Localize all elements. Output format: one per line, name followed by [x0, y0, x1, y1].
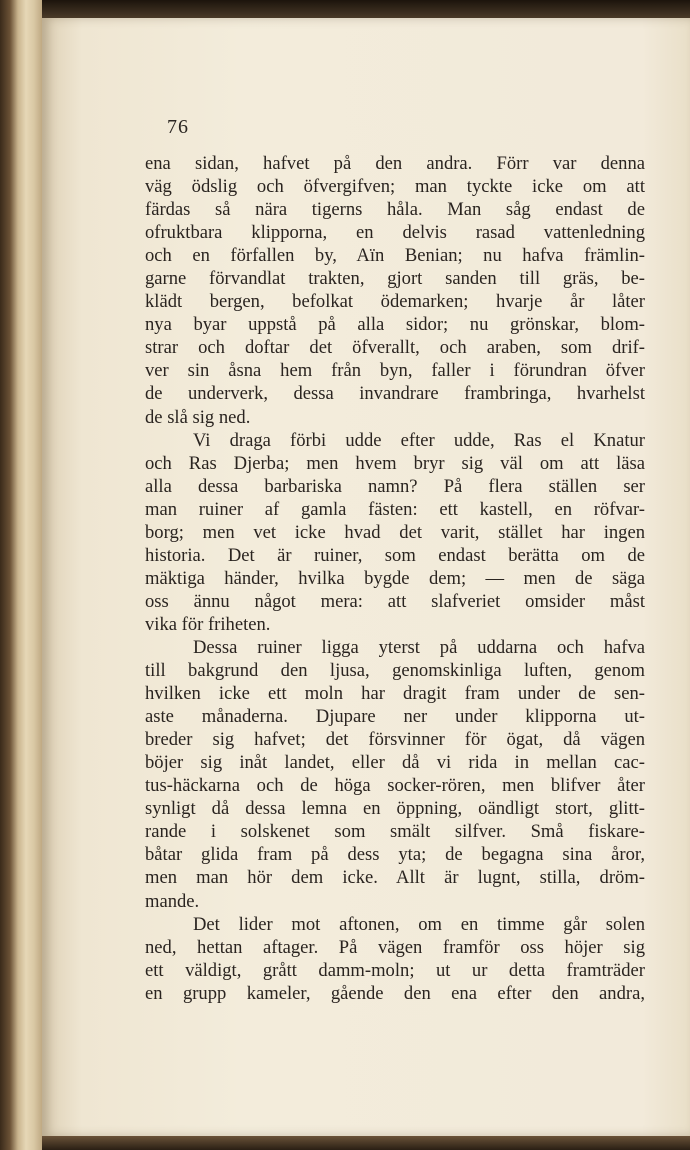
- text-line: rande i solskenet som smält silfver. Små fiskare-: [145, 821, 645, 843]
- book-spine: [0, 0, 42, 1150]
- text-line: väg ödslig och öfvergifven; man tyckte icke om att: [145, 176, 645, 198]
- text-line: de slå sig ned.: [145, 406, 251, 428]
- text-line: och Ras Djerba; men hvem bryr sig väl om att läsa: [145, 452, 645, 474]
- text-line: men man hör dem icke. Allt är lugnt, stilla, dröm-: [145, 867, 645, 889]
- text-line: och en förfallen by, Aïn Benian; nu hafva främlin-: [145, 245, 645, 267]
- text-line: man ruiner af gamla fästen: ett kastell, en röfvar-: [145, 498, 645, 520]
- text-line: mäktiga händer, hvilka bygde dem; — men de säga: [145, 567, 645, 589]
- text-line: en grupp kameler, gående den ena efter den andra,: [145, 982, 645, 1004]
- text-line: ver sin åsna hem från byn, faller i förundran öfver: [145, 360, 645, 382]
- text-line: alla dessa barbariska namn? På flera ställen ser: [145, 475, 645, 497]
- text-line: breder sig hafvet; det försvinner för ögat, då vägen: [145, 729, 645, 751]
- text-line: böjer sig inåt landet, eller då vi rida in mellan cac-: [145, 752, 645, 774]
- text-line: historia. Det är ruiner, som endast berätta om de: [145, 544, 645, 566]
- text-line: båtar glida fram på dess yta; de begagna sina åror,: [145, 844, 645, 866]
- text-line: synligt då dessa lemna en öppning, oändligt stort, glitt-: [145, 798, 645, 820]
- text-line: strar och doftar det öfverallt, och araben, som drif-: [145, 337, 645, 359]
- text-line: ett väldigt, grått damm-moln; ut ur detta framträder: [145, 959, 645, 981]
- text-line: Det lider mot aftonen, om en timme går solen: [193, 913, 645, 935]
- text-line: Dessa ruiner ligga yterst på uddarna och hafva: [193, 636, 645, 658]
- text-line: klädt bergen, befolkat ödemarken; hvarje år låter: [145, 291, 645, 313]
- text-line: tus-häckarna och de höga socker-rören, men blifver åter: [145, 775, 645, 797]
- page-number: 76: [167, 116, 189, 138]
- text-line: garne förvandlat trakten, gjort sanden till gräs, be-: [145, 268, 645, 290]
- text-line: aste månaderna. Djupare ner under klipporna ut-: [145, 706, 645, 728]
- text-line: mande.: [145, 890, 200, 912]
- text-line: vika för friheten.: [145, 613, 271, 635]
- body-text: [145, 152, 645, 1005]
- text-line: ned, hettan aftager. På vägen framför oss höjer sig: [145, 936, 645, 958]
- text-line: oss ännu något mera: att slafveriet omsider måst: [145, 590, 645, 612]
- text-line: Vi draga förbi udde efter udde, Ras el Knatur: [193, 429, 645, 451]
- book-bottom-edge: [42, 1136, 690, 1150]
- text-line: färdas så nära tigerns håla. Man såg endast de: [145, 199, 645, 221]
- text-line: de underverk, dessa invandrare frambringa, hvarhelst: [145, 383, 645, 405]
- text-line: ena sidan, hafvet på den andra. Förr var denna: [145, 153, 645, 174]
- text-line: nya byar uppstå på alla sidor; nu grönskar, blom-: [145, 314, 645, 336]
- text-line: borg; men vet icke hvad det varit, stället har ingen: [145, 521, 645, 543]
- text-line: till bakgrund den ljusa, genomskinliga luften, genom: [145, 660, 645, 682]
- book-top-edge: [42, 0, 690, 18]
- text-line: ofruktbara klipporna, en delvis rasad vattenledning: [145, 222, 645, 244]
- text-line: hvilken icke ett moln har dragit fram under de sen-: [145, 683, 645, 705]
